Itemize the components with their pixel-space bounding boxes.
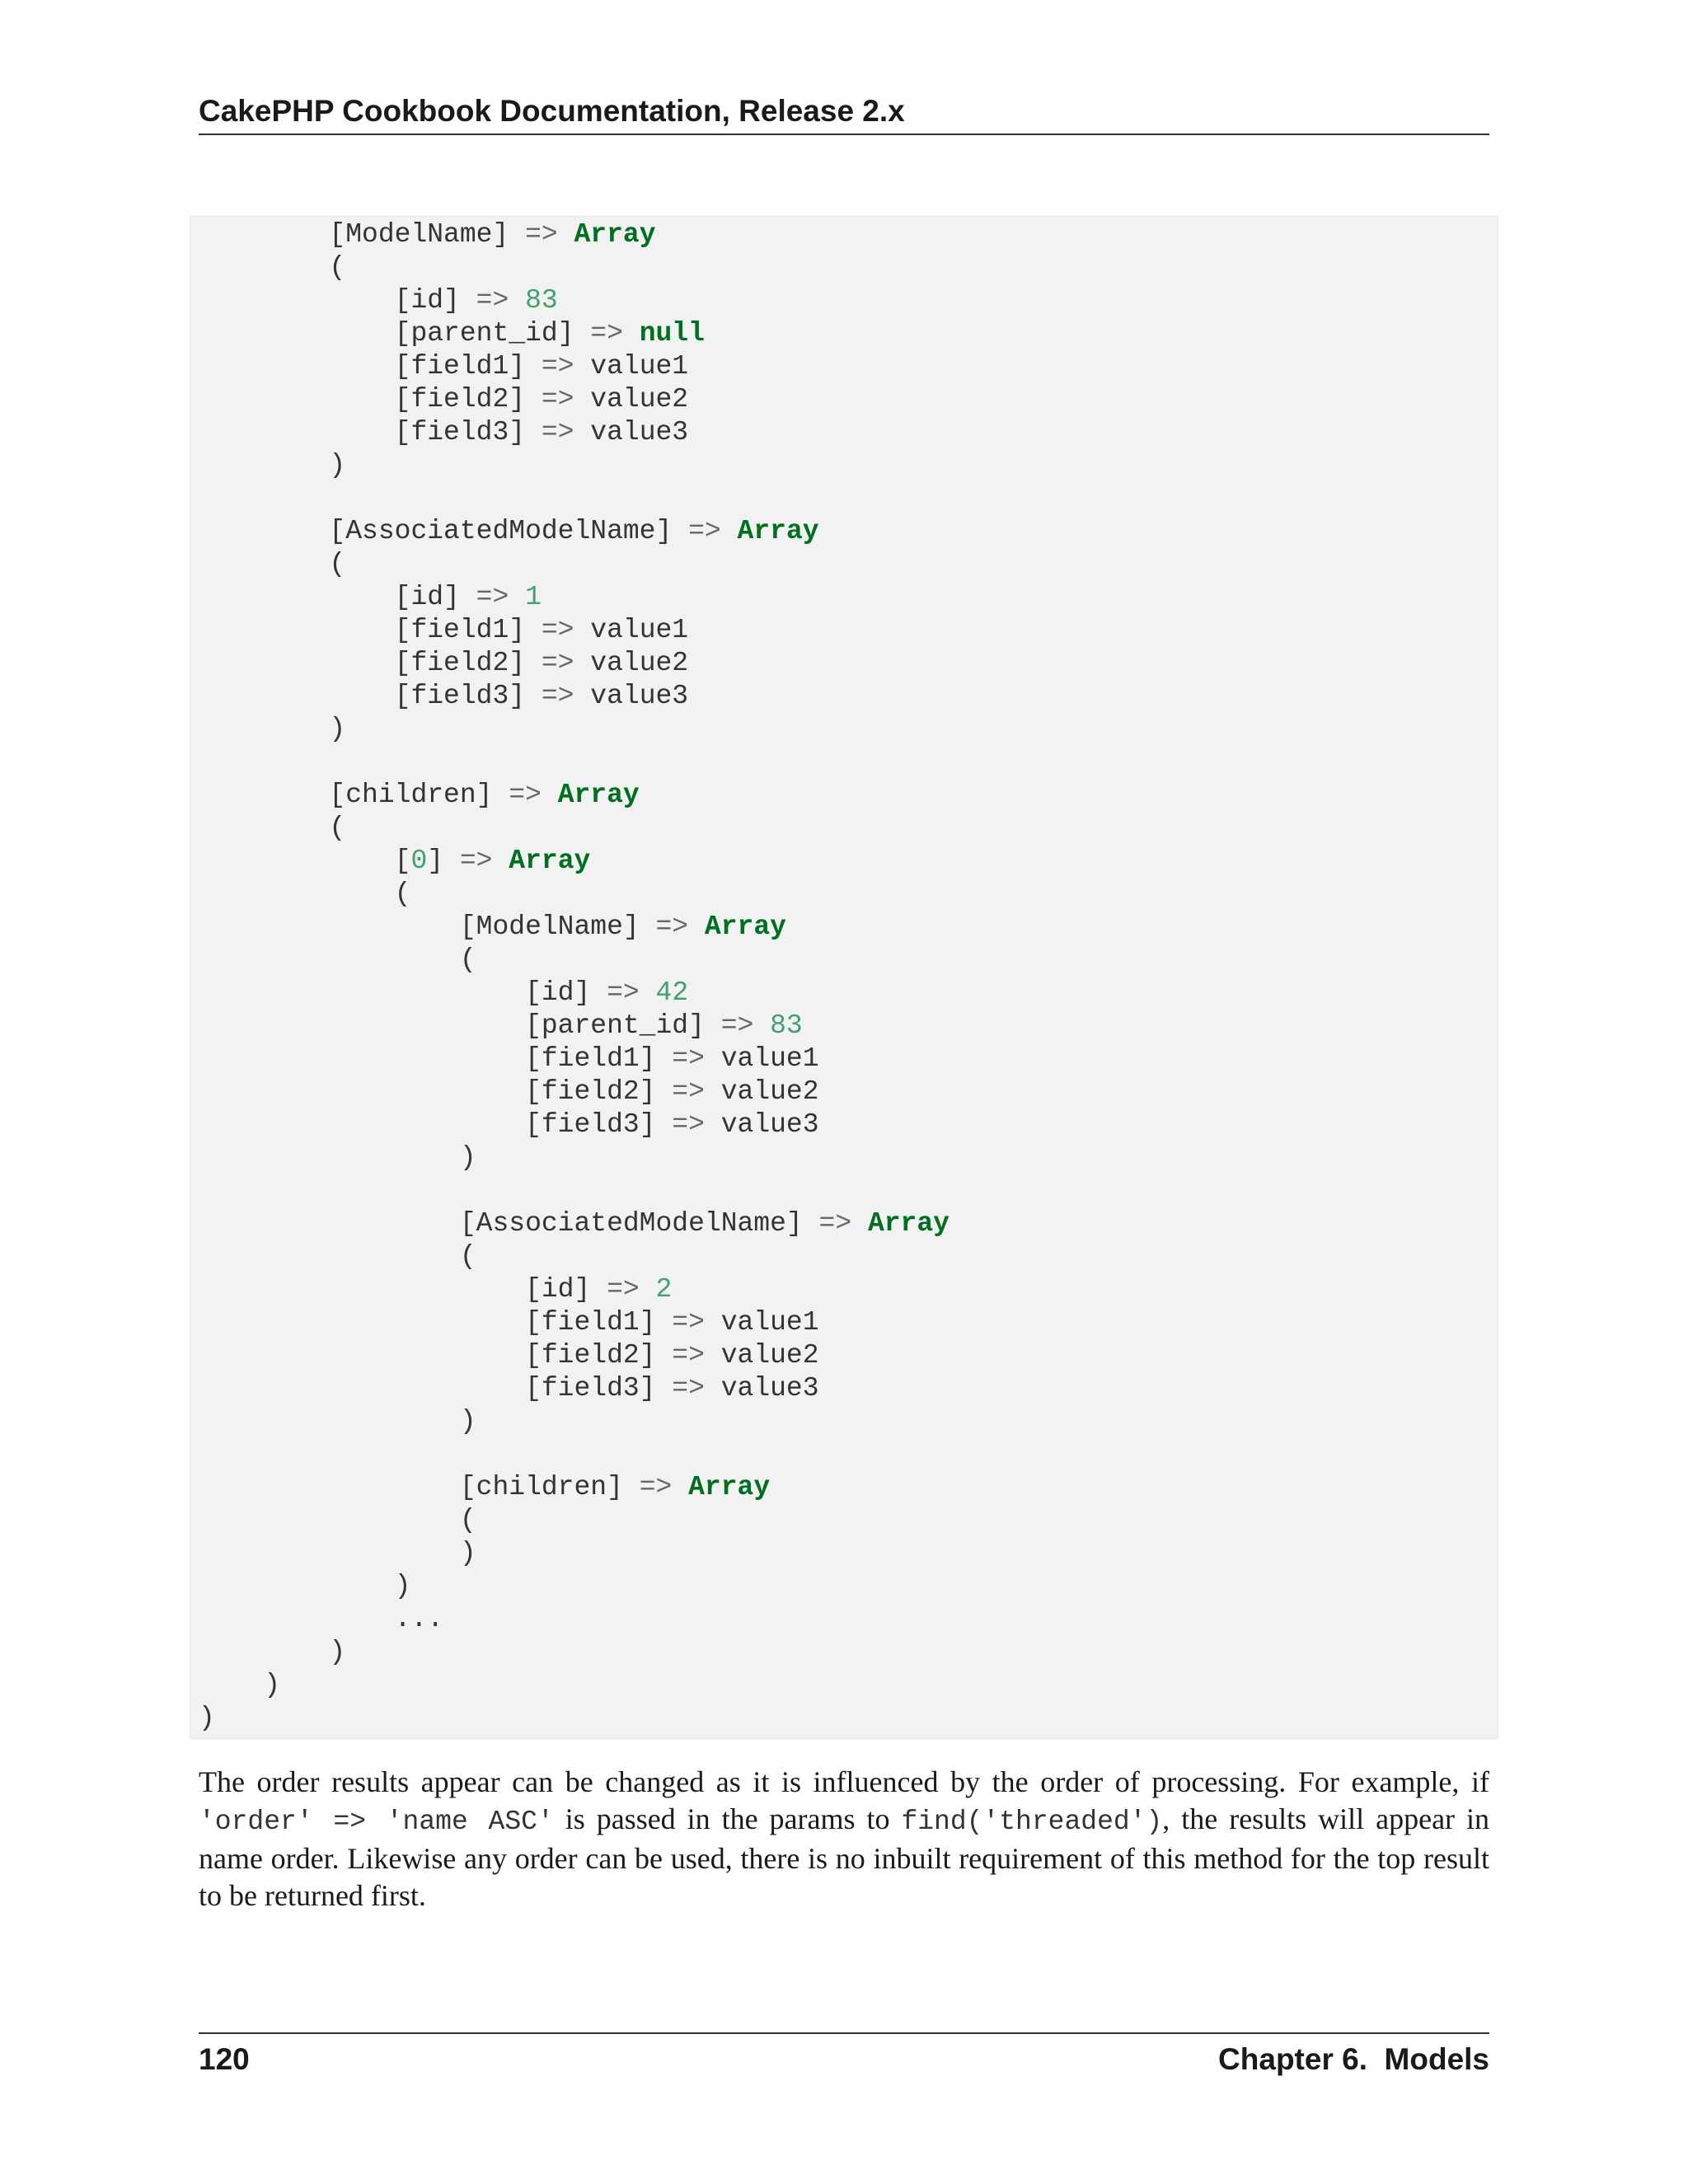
code-token xyxy=(640,1274,656,1305)
code-line xyxy=(199,1273,950,1306)
code-token: ( xyxy=(199,879,411,909)
code-token: [id] xyxy=(199,1274,607,1305)
code-token xyxy=(492,846,509,876)
code-token: => xyxy=(672,1373,705,1404)
code-token: => xyxy=(459,846,493,876)
code-token xyxy=(509,285,525,316)
code-token: [field2] xyxy=(199,384,542,415)
code-token: => xyxy=(509,780,542,810)
code-token: value1 xyxy=(704,1307,819,1338)
code-line xyxy=(199,1669,950,1702)
code-token: [field2] xyxy=(199,1076,673,1107)
code-token: 1 xyxy=(525,582,542,612)
code-token: value3 xyxy=(574,681,689,711)
code-token: 42 xyxy=(655,977,689,1008)
code-token: => xyxy=(525,219,558,250)
code-token: => xyxy=(639,1472,673,1502)
code-line xyxy=(199,944,950,977)
code-line xyxy=(199,1240,950,1273)
code-token: => xyxy=(476,582,509,612)
code-line xyxy=(199,1339,950,1372)
code-token: Array xyxy=(557,780,640,810)
code-token: ) xyxy=(199,450,346,480)
code-line xyxy=(199,614,950,647)
code-line xyxy=(199,746,950,779)
code-token: [ xyxy=(199,846,411,876)
code-token: ( xyxy=(199,1505,476,1535)
code-line xyxy=(199,911,950,944)
code-token: [AssociatedModelName] xyxy=(199,1208,819,1239)
code-token xyxy=(558,219,574,250)
code-line xyxy=(199,1108,950,1141)
code-line xyxy=(199,548,950,581)
code-token: => xyxy=(672,1076,705,1107)
code-token: => xyxy=(476,285,509,316)
code-token: => xyxy=(655,912,689,942)
code-token: => xyxy=(541,648,574,678)
code-token: value1 xyxy=(574,351,689,382)
code-token: [parent_id] xyxy=(199,1010,721,1041)
code-token: Array xyxy=(737,516,819,546)
code-token: ( xyxy=(199,1241,476,1272)
code-line xyxy=(199,1636,950,1669)
code-token: value1 xyxy=(574,615,689,645)
code-token: value3 xyxy=(704,1109,819,1140)
code-token: null xyxy=(639,318,705,349)
code-token: => xyxy=(818,1208,852,1239)
code-token: => xyxy=(607,1274,640,1305)
code-line xyxy=(199,1207,950,1240)
code-token: [field1] xyxy=(199,351,542,382)
code-token: value2 xyxy=(704,1076,819,1107)
code-line xyxy=(199,647,950,680)
code-token: [ModelName] xyxy=(199,219,526,250)
code-token: => xyxy=(672,1043,705,1074)
code-token: => xyxy=(541,351,574,382)
code-block xyxy=(190,216,1498,1739)
code-token xyxy=(640,977,656,1008)
inline-code-order: 'order' => 'name ASC' xyxy=(199,1807,554,1837)
code-token xyxy=(672,1472,688,1502)
code-token: => xyxy=(590,318,623,349)
code-token xyxy=(542,780,558,810)
code-line xyxy=(199,218,950,251)
code-token xyxy=(753,1010,770,1041)
code-token xyxy=(623,318,640,349)
code-token: [field1] xyxy=(199,615,542,645)
code-token: ) xyxy=(199,1637,346,1667)
code-token: Array xyxy=(688,1472,771,1502)
code-line xyxy=(199,680,950,713)
code-token xyxy=(851,1208,868,1239)
code-token: => xyxy=(672,1307,705,1338)
code-line xyxy=(199,1471,950,1504)
code-line xyxy=(199,350,950,383)
code-token: ) xyxy=(199,714,346,744)
code-token: => xyxy=(541,681,574,711)
code-token: [id] xyxy=(199,582,476,612)
code-line xyxy=(199,449,950,482)
code-line xyxy=(199,1372,950,1405)
code-token: ( xyxy=(199,813,346,843)
code-line xyxy=(199,581,950,614)
code-token: [field1] xyxy=(199,1307,673,1338)
code-token: ) xyxy=(199,1538,476,1568)
body-paragraph xyxy=(199,1764,1489,1915)
code-line xyxy=(199,977,950,1010)
inline-code-find-threaded: find('threaded') xyxy=(901,1807,1163,1837)
code-token: [id] xyxy=(199,977,607,1008)
code-token: [field3] xyxy=(199,417,542,448)
code-line xyxy=(199,416,950,449)
code-token: Array xyxy=(867,1208,950,1239)
page-header-title: CakePHP Cookbook Documentation, Release 2.x xyxy=(199,94,905,128)
code-token: ) xyxy=(199,1406,476,1436)
code-line xyxy=(199,812,950,845)
code-token: ( xyxy=(199,252,346,283)
code-line xyxy=(199,482,950,515)
code-line xyxy=(199,383,950,416)
code-token: 83 xyxy=(770,1010,803,1041)
code-token: [field3] xyxy=(199,1109,673,1140)
code-token: [id] xyxy=(199,285,476,316)
code-token: ) xyxy=(199,1142,476,1173)
code-line xyxy=(199,845,950,878)
code-token: [field2] xyxy=(199,1340,673,1371)
footer-rule xyxy=(199,2032,1489,2034)
code-line xyxy=(199,1306,950,1339)
code-token: ( xyxy=(199,944,476,975)
code-token: [children] xyxy=(199,1472,640,1502)
code-token xyxy=(688,912,705,942)
code-token: => xyxy=(672,1109,705,1140)
code-token: [field1] xyxy=(199,1043,673,1074)
code-line xyxy=(199,779,950,812)
code-line xyxy=(199,284,950,317)
code-line xyxy=(199,1010,950,1043)
code-line xyxy=(199,1504,950,1537)
code-token: => xyxy=(672,1340,705,1371)
code-token xyxy=(509,582,525,612)
code-token: [ModelName] xyxy=(199,912,656,942)
code-line xyxy=(199,1702,950,1735)
code-line xyxy=(199,1405,950,1438)
code-line xyxy=(199,1043,950,1076)
code-token: value2 xyxy=(574,384,689,415)
code-token: => xyxy=(688,516,721,546)
code-line xyxy=(199,713,950,746)
code-token: => xyxy=(541,384,574,415)
code-token: [field2] xyxy=(199,648,542,678)
paragraph-text-1: The order results appear can be changed as it is influenced by the order of processing. For example, if xyxy=(199,1765,1489,1798)
code-token: => xyxy=(541,615,574,645)
code-line xyxy=(199,1603,950,1636)
code-token: value2 xyxy=(704,1340,819,1371)
code-token: value3 xyxy=(704,1373,819,1404)
code-line xyxy=(199,1141,950,1174)
code-line xyxy=(199,1174,950,1207)
code-token: [AssociatedModelName] xyxy=(199,516,689,546)
code-line xyxy=(199,878,950,911)
code-token: Array xyxy=(574,219,656,250)
code-token: [field3] xyxy=(199,681,542,711)
footer-chapter-title: Chapter 6. Models xyxy=(1218,2042,1489,2076)
code-token: value3 xyxy=(574,417,689,448)
code-line xyxy=(199,1537,950,1570)
code-line xyxy=(199,1438,950,1471)
code-token: [field3] xyxy=(199,1373,673,1404)
code-line xyxy=(199,1570,950,1603)
code-line xyxy=(199,317,950,350)
code-token: Array xyxy=(704,912,786,942)
paragraph-text-3: , the results will appear in name order. Likewise any order can be used, there is no inbuilt requirement of this method for the top result to be returned first. xyxy=(199,1802,1490,1912)
code-token: => xyxy=(607,977,640,1008)
code-token: Array xyxy=(509,846,591,876)
code-token: value2 xyxy=(574,648,689,678)
code-token: 2 xyxy=(655,1274,673,1305)
code-token: [children] xyxy=(199,780,509,810)
header-rule xyxy=(199,134,1489,135)
code-token: ) xyxy=(199,1670,281,1700)
footer-page-number: 120 xyxy=(199,2042,250,2076)
code-token: ( xyxy=(199,549,346,579)
code-listing xyxy=(199,218,950,1735)
code-line xyxy=(199,515,950,548)
code-line xyxy=(199,1076,950,1108)
code-token: => xyxy=(541,417,574,448)
code-line xyxy=(199,251,950,284)
paragraph-text-2: is passed in the params to xyxy=(553,1802,902,1835)
code-token: [parent_id] xyxy=(199,318,591,349)
code-token: value1 xyxy=(704,1043,819,1074)
code-token: ) xyxy=(199,1703,215,1733)
code-token: ... xyxy=(199,1604,444,1634)
code-token: => xyxy=(720,1010,754,1041)
code-token: 83 xyxy=(525,285,558,316)
code-token: ] xyxy=(427,846,460,876)
code-token xyxy=(721,516,738,546)
code-token: ) xyxy=(199,1571,411,1601)
code-token: 0 xyxy=(410,846,428,876)
